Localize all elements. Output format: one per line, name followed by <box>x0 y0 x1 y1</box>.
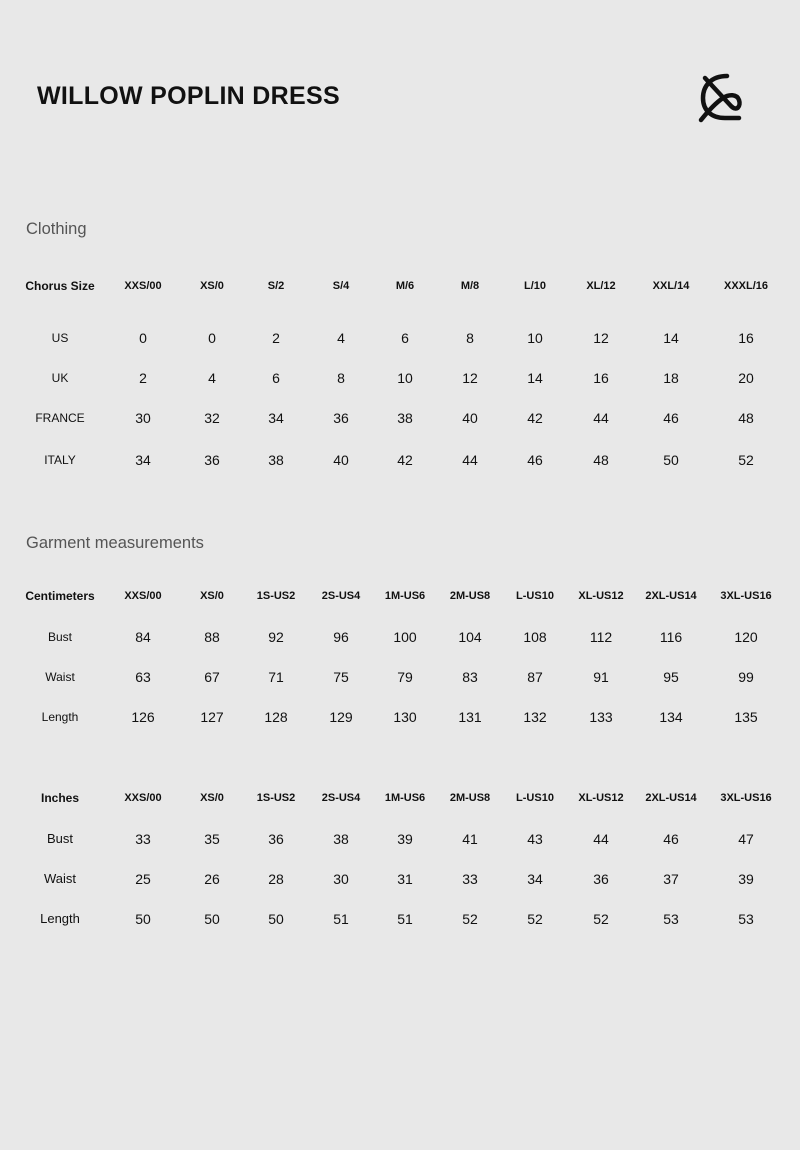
size-header: 2M-US8 <box>449 590 491 602</box>
size-value: 52 <box>593 911 609 927</box>
header-label: Centimeters <box>25 589 95 603</box>
chorus-logo-icon <box>697 72 745 124</box>
header-label: Inches <box>40 791 80 805</box>
size-value: 116 <box>659 629 683 645</box>
size-value: 108 <box>523 629 547 645</box>
size-value: 104 <box>458 629 482 645</box>
size-header: XL/12 <box>586 280 616 292</box>
table-header-row <box>0 786 800 810</box>
table-header-row <box>0 584 800 608</box>
size-value: 50 <box>204 911 220 927</box>
size-header: XXL/14 <box>652 280 690 292</box>
size-value: 46 <box>663 410 679 426</box>
size-value: 39 <box>738 871 754 887</box>
size-value: 71 <box>268 669 284 685</box>
size-value: 4 <box>208 370 216 386</box>
size-value: 34 <box>527 871 543 887</box>
size-value: 52 <box>462 911 478 927</box>
table-row <box>0 448 800 472</box>
size-value: 48 <box>738 410 754 426</box>
size-header: 3XL-US16 <box>720 590 772 602</box>
size-value: 26 <box>204 871 220 887</box>
table-row <box>0 406 800 430</box>
size-value: 129 <box>329 709 353 725</box>
size-value: 44 <box>462 452 478 468</box>
size-value: 41 <box>462 831 478 847</box>
size-value: 10 <box>397 370 413 386</box>
size-value: 50 <box>135 911 151 927</box>
size-value: 132 <box>523 709 547 725</box>
size-value: 38 <box>333 831 349 847</box>
size-value: 37 <box>663 871 679 887</box>
table-row <box>0 867 800 891</box>
size-value: 31 <box>397 871 413 887</box>
size-value: 131 <box>458 709 482 725</box>
size-value: 0 <box>139 330 147 346</box>
size-value: 2 <box>272 330 280 346</box>
size-header: XS/0 <box>200 590 224 602</box>
row-label: Length <box>41 710 79 724</box>
size-value: 48 <box>593 452 609 468</box>
size-header: XXS/00 <box>124 792 162 804</box>
size-value: 130 <box>393 709 417 725</box>
size-value: 51 <box>397 911 413 927</box>
row-label: UK <box>51 371 69 385</box>
size-value: 43 <box>527 831 543 847</box>
size-header: 3XL-US16 <box>720 792 772 804</box>
size-value: 96 <box>333 629 349 645</box>
size-value: 12 <box>462 370 478 386</box>
size-value: 46 <box>527 452 543 468</box>
size-value: 127 <box>200 709 224 725</box>
size-header: L-US10 <box>516 590 554 602</box>
size-value: 6 <box>401 330 409 346</box>
size-value: 63 <box>135 669 151 685</box>
table-row <box>0 907 800 931</box>
size-value: 134 <box>659 709 683 725</box>
size-value: 87 <box>527 669 543 685</box>
table-header-row <box>0 274 800 298</box>
size-value: 95 <box>663 669 679 685</box>
size-value: 53 <box>738 911 754 927</box>
size-value: 2 <box>139 370 147 386</box>
size-value: 16 <box>593 370 609 386</box>
size-value: 44 <box>593 831 609 847</box>
size-value: 46 <box>663 831 679 847</box>
size-header: 1S-US2 <box>256 792 296 804</box>
row-label: FRANCE <box>35 411 85 425</box>
size-value: 14 <box>527 370 543 386</box>
size-header: XS/0 <box>200 792 224 804</box>
size-value: 135 <box>734 709 758 725</box>
size-value: 20 <box>738 370 754 386</box>
size-header: 1M-US6 <box>384 792 426 804</box>
size-value: 36 <box>204 452 220 468</box>
size-value: 10 <box>527 330 543 346</box>
size-value: 92 <box>268 629 284 645</box>
size-value: 30 <box>333 871 349 887</box>
table-row <box>0 827 800 851</box>
table-row <box>0 326 800 350</box>
size-header: 2XL-US14 <box>645 792 697 804</box>
size-value: 33 <box>135 831 151 847</box>
table-row <box>0 705 800 729</box>
size-value: 52 <box>738 452 754 468</box>
size-value: 25 <box>135 871 151 887</box>
size-value: 100 <box>393 629 417 645</box>
row-label: ITALY <box>44 453 76 467</box>
size-header: XXS/00 <box>124 590 162 602</box>
row-label: Waist <box>45 670 75 684</box>
size-value: 128 <box>264 709 288 725</box>
size-header: L-US10 <box>516 792 554 804</box>
size-header: 2S-US4 <box>321 792 361 804</box>
section-title-clothing: Clothing <box>26 220 87 238</box>
size-value: 91 <box>593 669 609 685</box>
size-value: 79 <box>397 669 413 685</box>
size-value: 12 <box>593 330 609 346</box>
size-value: 67 <box>204 669 220 685</box>
size-value: 35 <box>204 831 220 847</box>
size-value: 133 <box>589 709 613 725</box>
size-header: 2XL-US14 <box>645 590 697 602</box>
size-value: 50 <box>663 452 679 468</box>
row-label: US <box>51 331 69 345</box>
size-value: 84 <box>135 629 151 645</box>
size-value: 0 <box>208 330 216 346</box>
size-value: 126 <box>131 709 155 725</box>
row-label: Waist <box>43 871 77 886</box>
size-value: 42 <box>397 452 413 468</box>
size-value: 36 <box>268 831 284 847</box>
size-value: 38 <box>268 452 284 468</box>
size-value: 75 <box>333 669 349 685</box>
size-header: S/4 <box>332 280 350 292</box>
size-value: 30 <box>135 410 151 426</box>
size-header: 1S-US2 <box>256 590 296 602</box>
size-header: L/10 <box>523 280 547 292</box>
page-title: WILLOW POPLIN DRESS <box>37 82 340 110</box>
section-title-garment-measurements: Garment measurements <box>26 534 204 552</box>
size-value: 51 <box>333 911 349 927</box>
size-value: 4 <box>337 330 345 346</box>
size-value: 8 <box>337 370 345 386</box>
table-row <box>0 625 800 649</box>
row-label: Bust <box>47 630 73 644</box>
size-value: 18 <box>663 370 679 386</box>
header-label: Chorus Size <box>25 279 95 293</box>
row-label: Bust <box>46 831 74 846</box>
table-row <box>0 366 800 390</box>
size-value: 47 <box>738 831 754 847</box>
size-value: 16 <box>738 330 754 346</box>
row-label: Length <box>40 911 80 926</box>
size-value: 6 <box>272 370 280 386</box>
size-value: 28 <box>268 871 284 887</box>
size-value: 112 <box>589 629 613 645</box>
size-header: 1M-US6 <box>384 590 426 602</box>
size-value: 42 <box>527 410 543 426</box>
size-value: 36 <box>593 871 609 887</box>
size-value: 88 <box>204 629 220 645</box>
size-value: 34 <box>135 452 151 468</box>
size-value: 50 <box>268 911 284 927</box>
size-value: 53 <box>663 911 679 927</box>
size-value: 32 <box>204 410 220 426</box>
size-value: 40 <box>333 452 349 468</box>
size-value: 44 <box>593 410 609 426</box>
size-value: 34 <box>268 410 284 426</box>
size-header: XS/0 <box>200 280 224 292</box>
size-value: 83 <box>462 669 478 685</box>
size-header: XXXL/16 <box>723 280 769 292</box>
size-header: XL-US12 <box>578 792 624 804</box>
size-header: XL-US12 <box>578 590 624 602</box>
size-value: 39 <box>397 831 413 847</box>
size-value: 36 <box>333 410 349 426</box>
size-header: M/8 <box>460 280 480 292</box>
size-header: M/6 <box>395 280 415 292</box>
size-header: 2M-US8 <box>449 792 491 804</box>
size-value: 120 <box>734 629 758 645</box>
size-header: XXS/00 <box>124 280 162 292</box>
size-value: 14 <box>663 330 679 346</box>
size-header: 2S-US4 <box>321 590 361 602</box>
size-value: 99 <box>738 669 754 685</box>
size-header: S/2 <box>267 280 285 292</box>
size-value: 8 <box>466 330 474 346</box>
size-value: 38 <box>397 410 413 426</box>
table-row <box>0 665 800 689</box>
size-value: 33 <box>462 871 478 887</box>
size-value: 40 <box>462 410 478 426</box>
size-value: 52 <box>527 911 543 927</box>
